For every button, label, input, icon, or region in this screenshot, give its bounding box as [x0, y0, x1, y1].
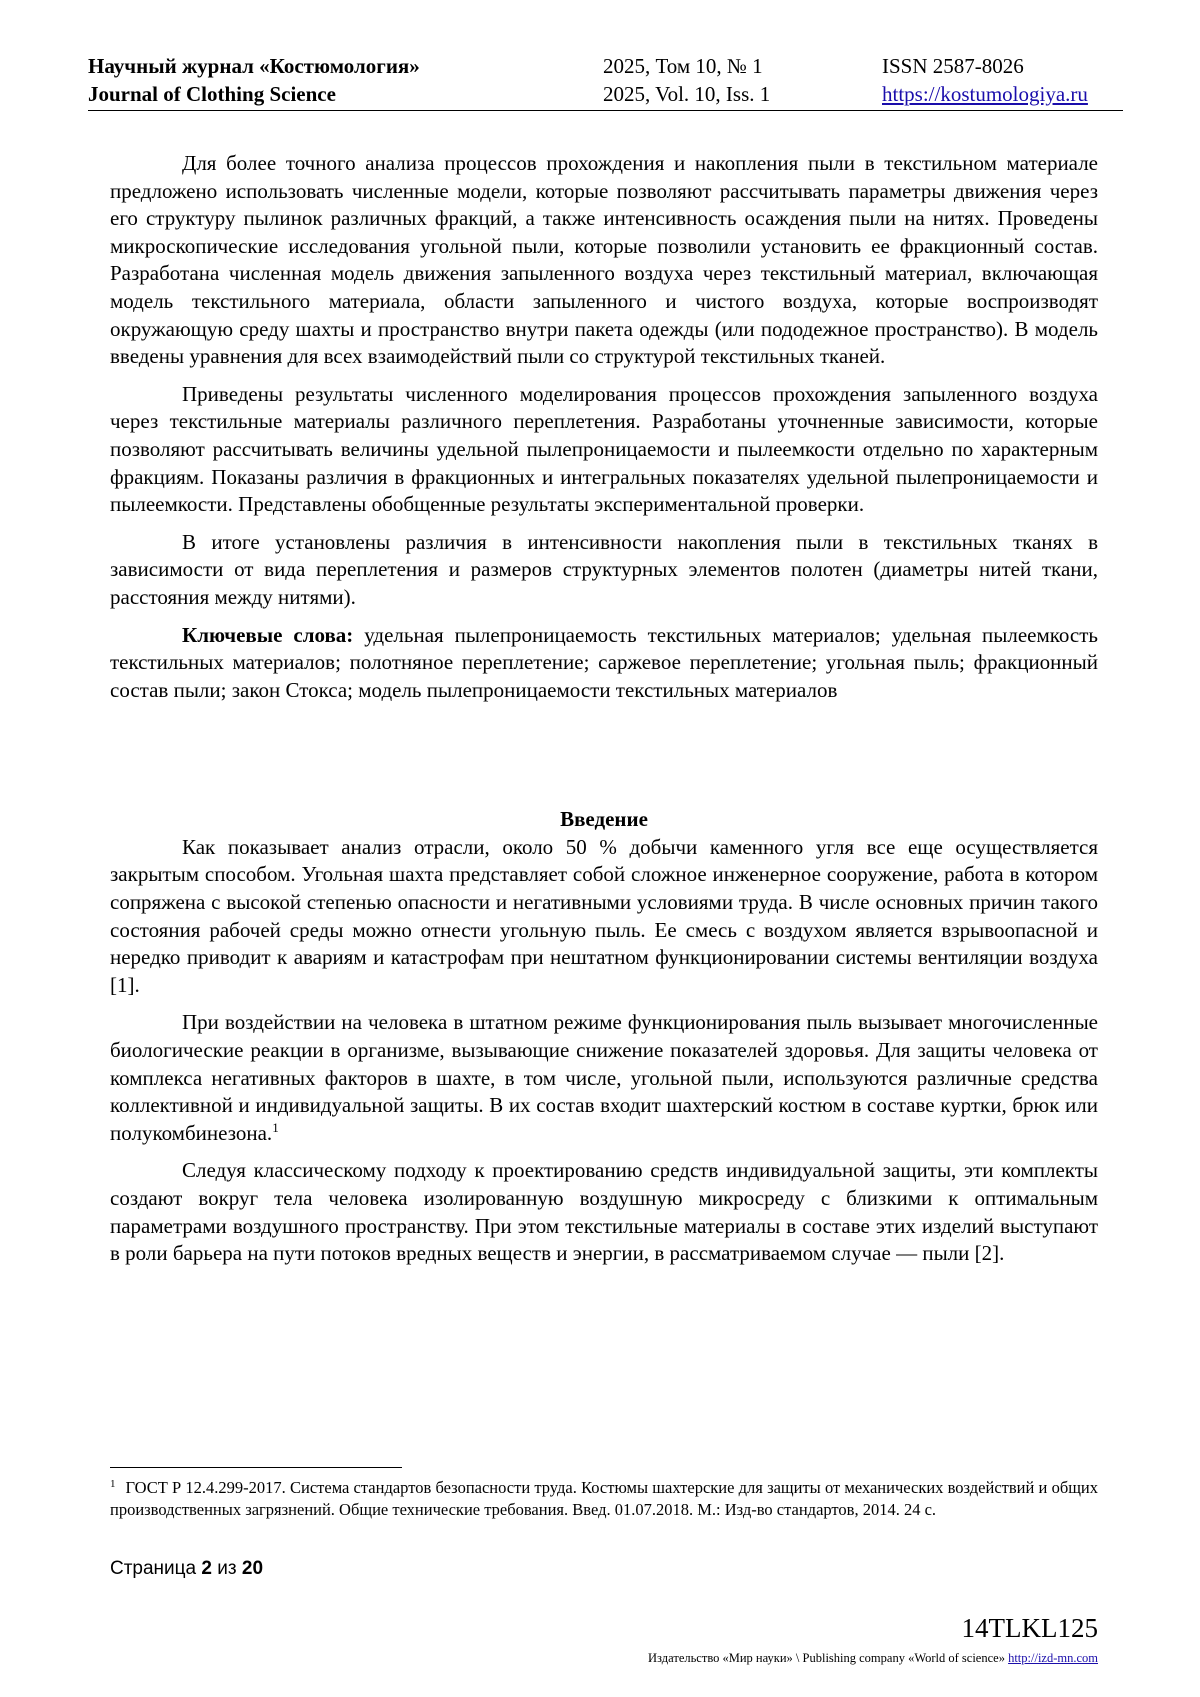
page-total: 20 — [241, 1558, 264, 1579]
page-number-prefix: Страница — [110, 1558, 202, 1579]
intro-paragraph — [110, 1009, 1098, 1147]
keywords-text: удельная пылепроницаемость текстильных материалов; удельная пылеемкость текстильных материалов; полотняное переплетение; саржевое переплетение; угольная пыль; фракционный состав пыли; закон Стокса; модель пылепроницаемости текстильных материалов — [110, 622, 1098, 702]
issue-info-block — [603, 52, 770, 108]
abstract-paragraph: Для более точного анализа процессов прохождения и накопления пыли в текстильном материале предложено использовать численные модели, которые позволяют рассчитывать параметры движения через его структуру пылинок различных фракций, а также интенсивность осаждения пыли на нитях. Проведены микроскопические исследования угольной пыли, которые позволили установить ее фракционный состав. Разработана численная модель движения запыленного воздуха через текстильный материал, включающая модель текстильного материала, области запыленного и чистого воздуха, которые воспроизводят окружающую среду шахты и пространство внутри пакета одежды (или пододежное пространство). В модель введены уравнения для всех взаимодействий пыли со структурой текстильных тканей. — [110, 151, 1098, 369]
footnote-reference[interactable]: 1 — [272, 1119, 279, 1135]
journal-title-ru: Научный журнал «Костюмология» — [88, 54, 420, 78]
journal-website-link[interactable]: https://kostumologiya.ru — [882, 82, 1088, 106]
page-number-middle: из — [211, 1558, 242, 1579]
section-title-introduction: Введение — [560, 807, 648, 832]
journal-title-block — [88, 52, 420, 108]
journal-title-en: Journal of Clothing Science — [88, 82, 336, 106]
issue-info-en: 2025, Vol. 10, Iss. 1 — [603, 82, 771, 106]
footnote-text: ГОСТ Р 12.4.299-2017. Система стандартов безопасности труда. Костюмы шахтерские для защиты от механических воздействий и общих производственных загрязнений. Общие технические требования. Введ. 01.07.2018. М.: Изд-во стандартов, 2014. 24 с. — [110, 1478, 1098, 1519]
publisher-link[interactable]: http://izd-mn.com — [1008, 1651, 1098, 1665]
publisher-line — [648, 1651, 1098, 1666]
page-header — [88, 52, 1123, 110]
header-divider — [88, 110, 1123, 111]
footnote — [110, 1477, 1098, 1521]
publisher-text: Издательство «Мир науки» \ Publishing company «World of science» — [648, 1651, 1009, 1665]
article-code: 14TLKL125 — [961, 1613, 1098, 1643]
keywords-label: Ключевые слова: — [182, 622, 354, 647]
issn: ISSN 2587-8026 — [882, 54, 1024, 78]
footnote-number: 1 — [110, 1477, 116, 1490]
abstract-paragraph: Приведены результаты численного моделирования процессов прохождения запыленного воздуха через текстильные материалы различного переплетения. Разработаны уточненные зависимости, которые позволяют рассчитывать величины удельной пылепроницаемости и пылеемкости отдельно по характерным фракциям. Показаны различия в фракционных и интегральных показателях удельной пылепроницаемости и пылеемкости. Представлены обобщенные результаты экспериментальной проверки. — [110, 381, 1098, 517]
article-body — [110, 150, 1098, 1278]
issue-info-ru: 2025, Том 10, № 1 — [603, 54, 763, 78]
page-current: 2 — [201, 1558, 212, 1579]
intro-paragraph-text: При воздействии на человека в штатном режиме функционирования пыль вызывает многочисленные биологические реакции в организме, вызывающие снижение показателей здоровья. Для защиты человека от комплекса негативных факторов в шахте, в том числе, угольной пыли, используются различные средства коллективной и индивидуальной защиты. В их состав входит шахтерский костюм в составе куртки, брюк или полукомбинезона. — [110, 1010, 1098, 1145]
intro-paragraph: Следуя классическому подходу к проектированию средств индивидуальной защиты, эти комплекты создают вокруг тела человека изолированную воздушную микросреду с близкими к оптимальным параметрами воздушного пространству. При этом текстильные материалы в составе этих изделий выступают в роли барьера на пути потоков вредных веществ и энергии, в рассматриваемом случае — пыли [2]. — [110, 1158, 1098, 1266]
intro-paragraph: Как показывает анализ отрасли, около 50 % добычи каменного угля все еще осуществляется закрытым способом. Угольная шахта представляет собой сложное инженерное сооружение, работа в котором сопряжена с высокой степенью опасности и негативными условиями труда. В числе основных причин такого состояния рабочей среды можно отнести угольную пыль. Ее смесь с воздухом является взрывоопасной и нередко приводит к авариям и катастрофам при нештатном функционировании системы вентиляции воздуха [1]. — [110, 834, 1098, 997]
page-number — [110, 1558, 263, 1580]
issn-block — [882, 52, 1088, 108]
keywords-paragraph — [110, 622, 1098, 705]
abstract-paragraph: В итоге установлены различия в интенсивности накопления пыли в текстильных тканях в зависимости от вида переплетения и размеров структурных элементов полотен (диаметры нитей ткани, расстояния между нитями). — [110, 529, 1098, 609]
footnote-divider — [110, 1467, 402, 1468]
